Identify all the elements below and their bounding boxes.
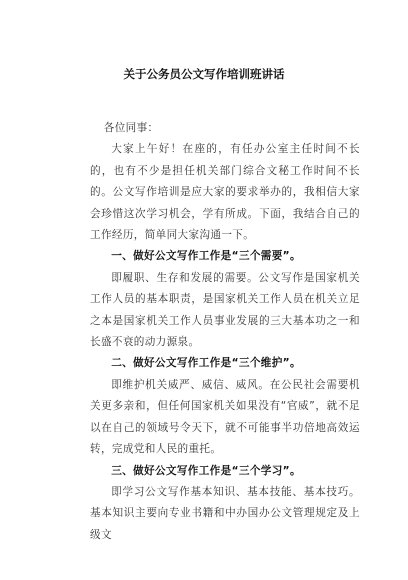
section-body-3: 即学习公文写作基本知识、基本技能、基本技巧。基本知识主要向专业书籍和中办国办公文管理规定及上级文	[90, 485, 360, 541]
section-heading-1: 一、做好公文写作工作是“三个需要”。	[111, 250, 301, 263]
section-heading-3: 三、做好公文写作工作是“三个学习”。	[111, 464, 301, 477]
section-body-1: 即履职、生存和发展的需要。公文写作是国家机关工作人员的基本职责，是国家机关工作人员在机关立足之本是国家机关工作人员事业发展的三大基本功之一和长盛不衰的动力源泉。	[90, 271, 360, 349]
section-body-2: 即维护机关威严、威信、威风。在公民社会需要机关更多亲和，但任何国家机关如果没有“官威”，就不足以在自己的领域号令天下，就不可能事半功倍地高效运转，完成党和人民的重托。	[90, 378, 360, 456]
intro-paragraph: 大家上午好！在座的，有任办公室主任时间不长的，也有不少是担任机关部门综合文秘工作时间不长的。公文写作培训是应大家的要求举办的，我相信大家会珍惜这次学习机会，学有所成。下面，我结合自己的工作经历，简单同大家沟通一下。	[90, 143, 360, 242]
greeting-line: 各位同事：	[103, 122, 159, 134]
document-title: 关于公务员公文写作培训班讲话	[123, 67, 285, 81]
document-body	[90, 118, 360, 546]
section-heading-2: 二、做好公文写作工作是“三个维护”。	[111, 357, 301, 370]
